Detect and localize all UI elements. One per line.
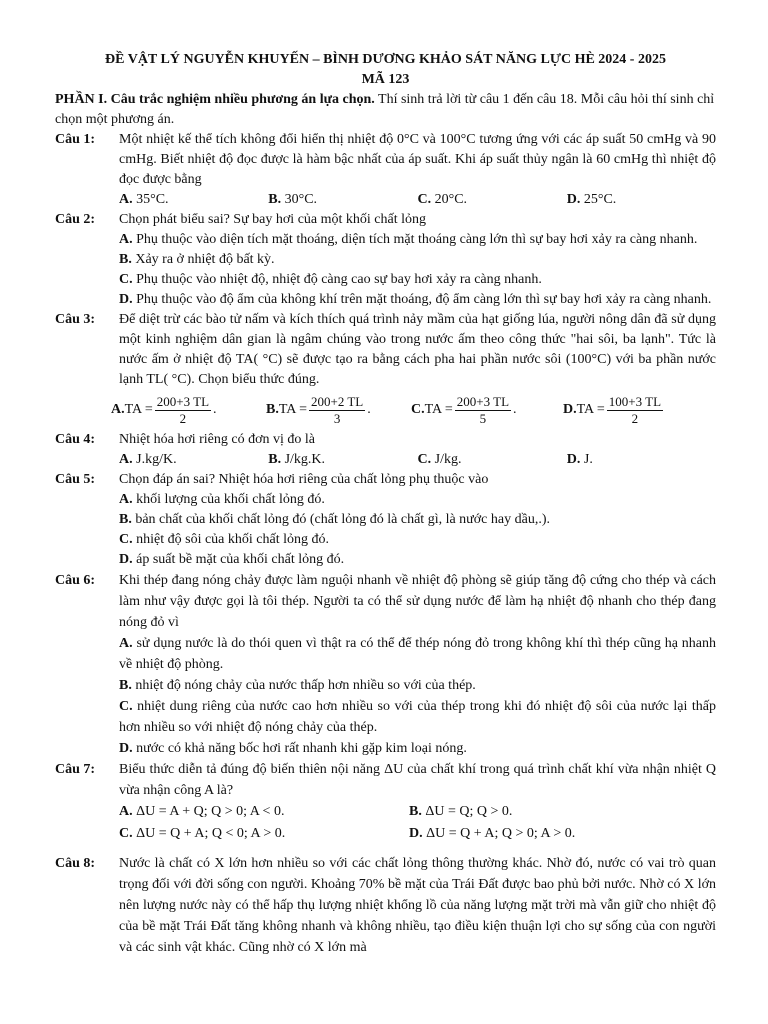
question-text: Một nhiệt kế thể tích không đổi hiển thị nhiệt độ 0°C và 100°C tương ứng với các áp suất 50 cmHg và 90 cmHg. Biết nhiệt độ đọc được là hàm bậc nhất của áp suất. Khi áp suất thủy ngân là 60 cmHg thì nhiệt độ đọc được bằng: [119, 132, 716, 187]
option-a[interactable]: A. TA = $\frac{200+3 TL}{2}$ .: [111, 393, 217, 426]
option-d[interactable]: D. J.: [566, 452, 593, 467]
exam-code: MÃ 123: [361, 72, 410, 87]
question-label: Câu 5:: [55, 472, 96, 487]
question-label: Câu 3:: [55, 312, 96, 327]
option-c[interactable]: C. ΔU = Q + A; Q < 0; A > 0.: [119, 826, 286, 841]
option-c[interactable]: C. 20°C.: [417, 192, 468, 207]
option-d[interactable]: D. nước có khả năng bốc hơi rất nhanh khi gặp kim loại nóng.: [119, 741, 467, 756]
question-text: Nhiệt hóa hơi riêng có đơn vị đo là: [119, 432, 315, 447]
question-3: [55, 310, 716, 390]
option-c[interactable]: C. TA = $\frac{200+3 TL}{5}$ .: [411, 393, 517, 426]
question-label: Câu 2:: [55, 212, 96, 227]
option-d[interactable]: D. 25°C.: [566, 192, 617, 207]
section-instruction: Thí sinh trả lời từ câu 1 đến câu 18. Mỗi câu hỏi thí sinh chỉ chọn một phương án.: [55, 92, 715, 127]
option-a[interactable]: A. khối lượng của khối chất lỏng đó.: [119, 492, 325, 507]
option-b[interactable]: B. ΔU = Q; Q > 0.: [409, 804, 513, 819]
fraction: $\frac{200+3 TL}{2}$: [156, 393, 210, 426]
option-b[interactable]: B. Xảy ra ở nhiệt độ bất kỳ.: [119, 252, 275, 267]
option-b[interactable]: B. J/kg.K.: [268, 452, 326, 467]
question-3-options: [111, 390, 716, 430]
option-d[interactable]: D. TA = $\frac{100+3 TL}{2}$: [563, 393, 662, 426]
option-a[interactable]: A. Phụ thuộc vào diện tích mặt thoáng, diện tích mặt thoáng càng lớn thì sự bay hơi xảy ra càng nhanh.: [119, 232, 698, 247]
option-c[interactable]: C. Phụ thuộc vào nhiệt độ, nhiệt độ càng cao sự bay hơi xảy ra càng nhanh.: [119, 272, 542, 287]
question-label: Câu 4:: [55, 432, 96, 447]
question-text: Biểu thức diễn tả đúng độ biến thiên nội năng ΔU của chất khí trong quá trình chất khí vừa nhận nhiệt Q vừa nhận công A là?: [119, 762, 716, 798]
section-heading: PHẦN I. Câu trắc nghiệm nhiều phương án lựa chọn.: [55, 92, 375, 107]
question-label: Câu 6:: [55, 573, 96, 588]
question-7-options-row1: [119, 801, 716, 823]
question-1: [55, 130, 716, 190]
question-text: Nước là chất có X lớn hơn nhiều so với các chất lỏng thông thường khác. Nhờ đó, nước có vai trò quan trọng đối với đời sống con người. Khoảng 70% bề mặt của Trái Đất được bao phủ bởi nước. Nhờ có X lớn nên lượng nước này có thể hấp thụ lượng nhiệt khổng lồ của năng lượng mặt trời mà vẫn giữ cho nhiệt độ của bề mặt Trái Đất tăng không nhanh và không nhiều, tạo điều kiện thuận lợi cho sự sống của con người và các sinh vật khác. Cũng nhờ có X lớn mà: [119, 856, 716, 955]
question-label: Câu 7:: [55, 762, 96, 777]
question-4-options: [119, 450, 716, 470]
spacer: [55, 845, 716, 853]
question-8: [55, 853, 716, 958]
question-5: [55, 470, 716, 490]
question-label: Câu 1:: [55, 132, 96, 147]
question-text: Chọn phát biểu sai? Sự bay hơi của một khối chất lỏng: [119, 212, 426, 227]
option-b[interactable]: B. nhiệt độ nóng chảy của nước thấp hơn nhiều so với của thép.: [119, 678, 476, 693]
option-c[interactable]: C. J/kg.: [417, 452, 462, 467]
question-7: [55, 759, 716, 801]
option-b[interactable]: B. bản chất của khối chất lỏng đó (chất lỏng đó là chất gì, là nước hay dầu,.).: [119, 512, 550, 527]
fraction: $\frac{100+3 TL}{2}$: [608, 393, 662, 426]
question-1-options: [119, 190, 716, 210]
question-text: Chọn đáp án sai? Nhiệt hóa hơi riêng của chất lỏng phụ thuộc vào: [119, 472, 489, 487]
question-7-options-row2: [119, 823, 716, 845]
option-d[interactable]: D. ΔU = Q + A; Q > 0; A > 0.: [409, 826, 576, 841]
option-b[interactable]: B. 30°C.: [268, 192, 318, 207]
fraction: $\frac{200+3 TL}{5}$: [456, 393, 510, 426]
option-c[interactable]: C. nhiệt dung riêng của nước cao hơn nhiều so với của thép trong khi đó nhiệt độ sôi của nước lại thấp hơn nhiều so với nhiệt độ nóng chảy của thép.: [119, 699, 716, 735]
question-4: [55, 430, 716, 450]
fraction: $\frac{200+2 TL}{3}$: [311, 393, 364, 426]
option-a[interactable]: A. ΔU = A + Q; Q > 0; A < 0.: [119, 804, 285, 819]
option-b[interactable]: B. TA = $\frac{200+2 TL}{3}$ .: [266, 393, 371, 426]
exam-title: ĐỀ VẬT LÝ NGUYỄN KHUYẾN – BÌNH DƯƠNG KHẢO SÁT NĂNG LỰC HÈ 2024 - 2025: [105, 52, 666, 67]
option-a[interactable]: A. 35°C.: [119, 192, 169, 207]
section-intro: [55, 90, 716, 130]
question-label: Câu 8:: [55, 856, 96, 871]
option-a[interactable]: A. sử dụng nước là do thói quen vì thật ra có thể để thép nóng đỏ trong không khí thì thép cũng hạ nhanh về nhiệt độ phòng.: [119, 636, 716, 672]
question-2: [55, 210, 716, 230]
option-d[interactable]: D. áp suất bề mặt của khối chất lỏng đó.: [119, 552, 345, 567]
option-c[interactable]: C. nhiệt độ sôi của khối chất lỏng đó.: [119, 532, 329, 547]
question-6: [55, 570, 716, 633]
option-a[interactable]: A. J.kg/K.: [119, 452, 177, 467]
question-text: Khi thép đang nóng chảy được làm nguội nhanh về nhiệt độ phòng sẽ giúp tăng độ cứng cho thép và cách làm như vậy được gọi là tôi thép. Người ta có thể sử dụng nước để làm hạ nhiệt độ nhanh cho thép đang nóng đỏ vì: [119, 573, 716, 630]
question-text: Để diệt trừ các bào tử nấm và kích thích quá trình nảy mầm của hạt giống lúa, người nông dân đã sử dụng một kinh nghiệm dân gian là ngâm chúng vào trong nước ấm theo công thức "hai sôi, ba lạnh". Tức là nước ấm ở nhiệt độ TA( °C) sẽ được tạo ra bằng cách pha hai phần nước sôi (100°C) với ba phần nước lạnh TL( °C). Chọn biểu thức đúng.: [119, 312, 716, 387]
option-d[interactable]: D. Phụ thuộc vào độ ẩm của không khí trên mặt thoáng, độ ẩm càng lớn thì sự bay hơi xảy ra càng nhanh.: [119, 292, 712, 307]
